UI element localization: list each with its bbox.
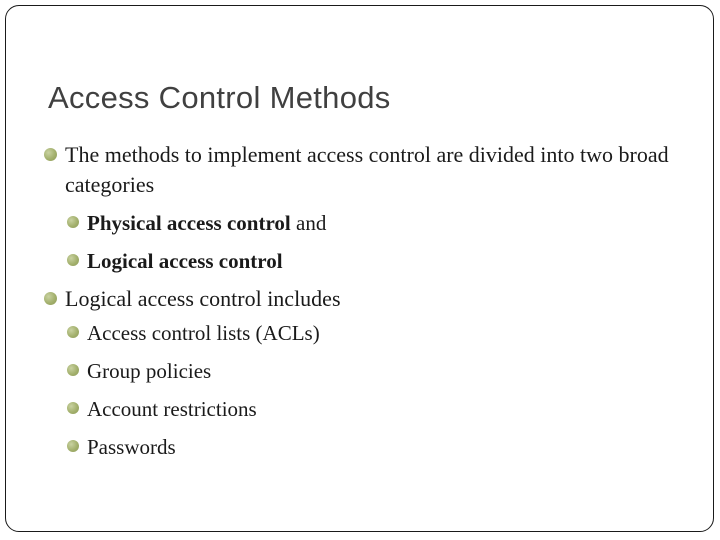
slide-title: Access Control Methods [48,80,391,115]
list-item [44,428,684,466]
bullet-icon [67,402,79,414]
list-item-bold-text: Logical access control [87,249,283,273]
list-item-text: Account restrictions [87,397,257,421]
bullet-icon [67,326,79,338]
bullet-icon [67,364,79,376]
list-item [44,242,684,280]
bullet-icon [67,216,79,228]
list-item-text: Group policies [87,359,212,383]
list-item [44,204,684,242]
list-item-bold-text: Physical access control [87,211,291,235]
list-item [44,314,684,352]
list-item [44,284,684,314]
list-item [44,140,684,200]
bullet-icon [44,292,57,305]
bullet-icon [67,440,79,452]
list-item [44,352,684,390]
list-item-text: Passwords [87,435,176,459]
list-item-text: Access control lists (ACLs) [87,321,320,345]
list-item-text: Logical access control includes [65,286,341,311]
bullet-list [44,140,684,466]
list-item-text: and [290,211,327,235]
bullet-icon [44,148,57,161]
list-item [44,390,684,428]
list-item-text: The methods to implement access control are divided into two broad categories [65,142,669,197]
bullet-icon [67,254,79,266]
